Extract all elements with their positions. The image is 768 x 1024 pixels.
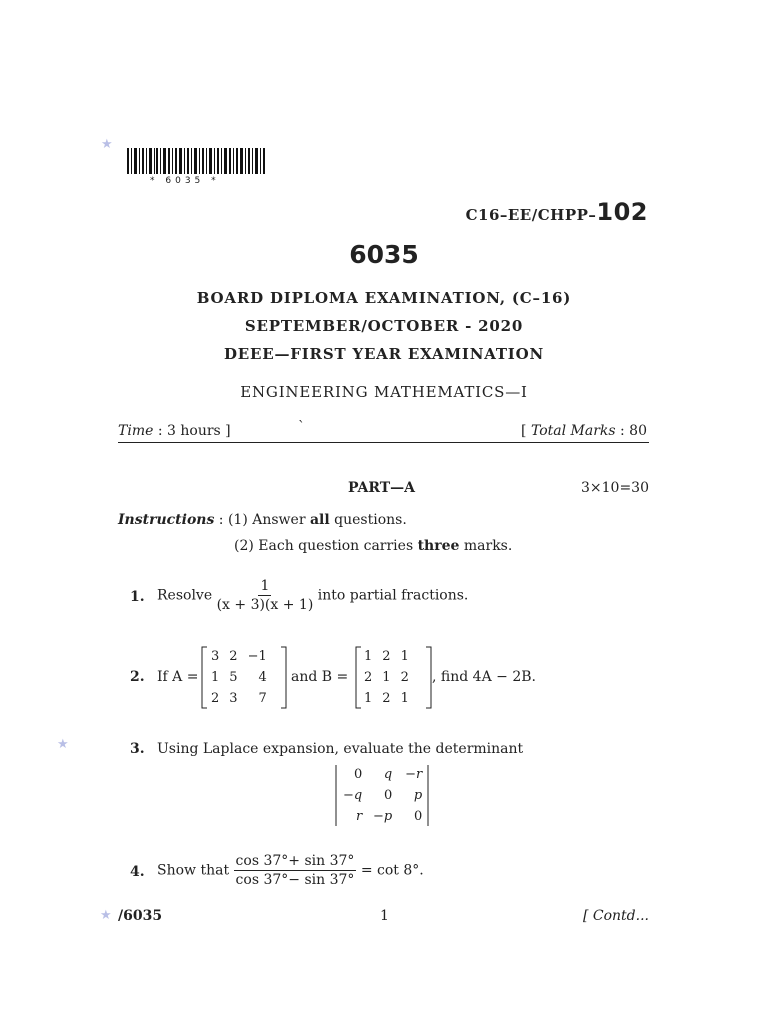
star-mark-icon: ★ bbox=[100, 908, 112, 923]
question-2-number: 2. bbox=[130, 669, 145, 685]
question-1: Resolve $\frac{1}{(x + 3)(x + 1)}$ into partial fractions. bbox=[157, 578, 469, 613]
star-mark-icon: ★ bbox=[57, 737, 69, 752]
question-2-lead: If A = bbox=[157, 669, 199, 685]
paper-code: C16–EE/CHPP–102 bbox=[465, 198, 648, 226]
instructions-item-1: Instructions : (1) Answer all questions. bbox=[118, 512, 407, 528]
matrix-a: 3 2 −1 1 5 4 2 3 7 bbox=[211, 649, 267, 706]
continued-label: [ Contd... bbox=[582, 908, 649, 924]
instructions-item-2: (2) Each question carries three marks. bbox=[234, 538, 513, 554]
exam-session-heading: SEPTEMBER/OCTOBER - 2020 bbox=[244, 317, 524, 335]
matrix-b: 1 2 1 2 1 2 1 2 1 bbox=[364, 649, 409, 706]
question-1-number: 1. bbox=[130, 589, 145, 605]
star-mark-icon: ★ bbox=[101, 137, 113, 152]
question-3-number: 3. bbox=[130, 741, 145, 757]
footer-code: /6035 bbox=[118, 908, 163, 924]
question-1-fraction: $\frac{1}{(x + 3)(x + 1)}$ bbox=[216, 578, 314, 613]
page-number: 1 bbox=[380, 908, 389, 924]
subject-title: ENGINEERING MATHEMATICS—I bbox=[240, 383, 528, 401]
question-4: Show that $\frac{\cos 37^\circ+ \sin 37^\circ}{\cos 37^\circ- \sin 37^\circ}$ = cot 8°. bbox=[157, 853, 424, 888]
question-3: Using Laplace expansion, evaluate the determinant bbox=[157, 741, 524, 757]
time-label: Time : 3 hours ] bbox=[118, 423, 231, 439]
paper-number: 6035 bbox=[349, 240, 419, 269]
time-marks-line: Time : 3 hours ] ` [ Total Marks : 80 bbox=[118, 419, 647, 439]
question-2-tail: , find 4A − 2B. bbox=[432, 669, 536, 685]
exam-board-heading: BOARD DIPLOMA EXAMINATION, (C–16) bbox=[196, 289, 572, 307]
exam-year-heading: DEEE—FIRST YEAR EXAMINATION bbox=[223, 345, 544, 363]
question-2-mid: and B = bbox=[291, 669, 349, 685]
part-title: PART—A bbox=[348, 480, 416, 496]
question-4-number: 4. bbox=[130, 864, 145, 880]
part-marks: 3×10=30 bbox=[581, 480, 649, 496]
barcode-number: * 6035 * bbox=[150, 176, 220, 186]
question-4-fraction: $\frac{\cos 37^\circ+ \sin 37^\circ}{\cos 37^\circ- \sin 37^\circ}$ bbox=[235, 853, 355, 888]
total-marks-label: [ Total Marks : 80 bbox=[521, 423, 647, 439]
determinant: 0 q −r −q 0 p r −p 0 bbox=[343, 767, 423, 824]
barcode bbox=[127, 148, 265, 174]
header-divider bbox=[118, 442, 649, 443]
